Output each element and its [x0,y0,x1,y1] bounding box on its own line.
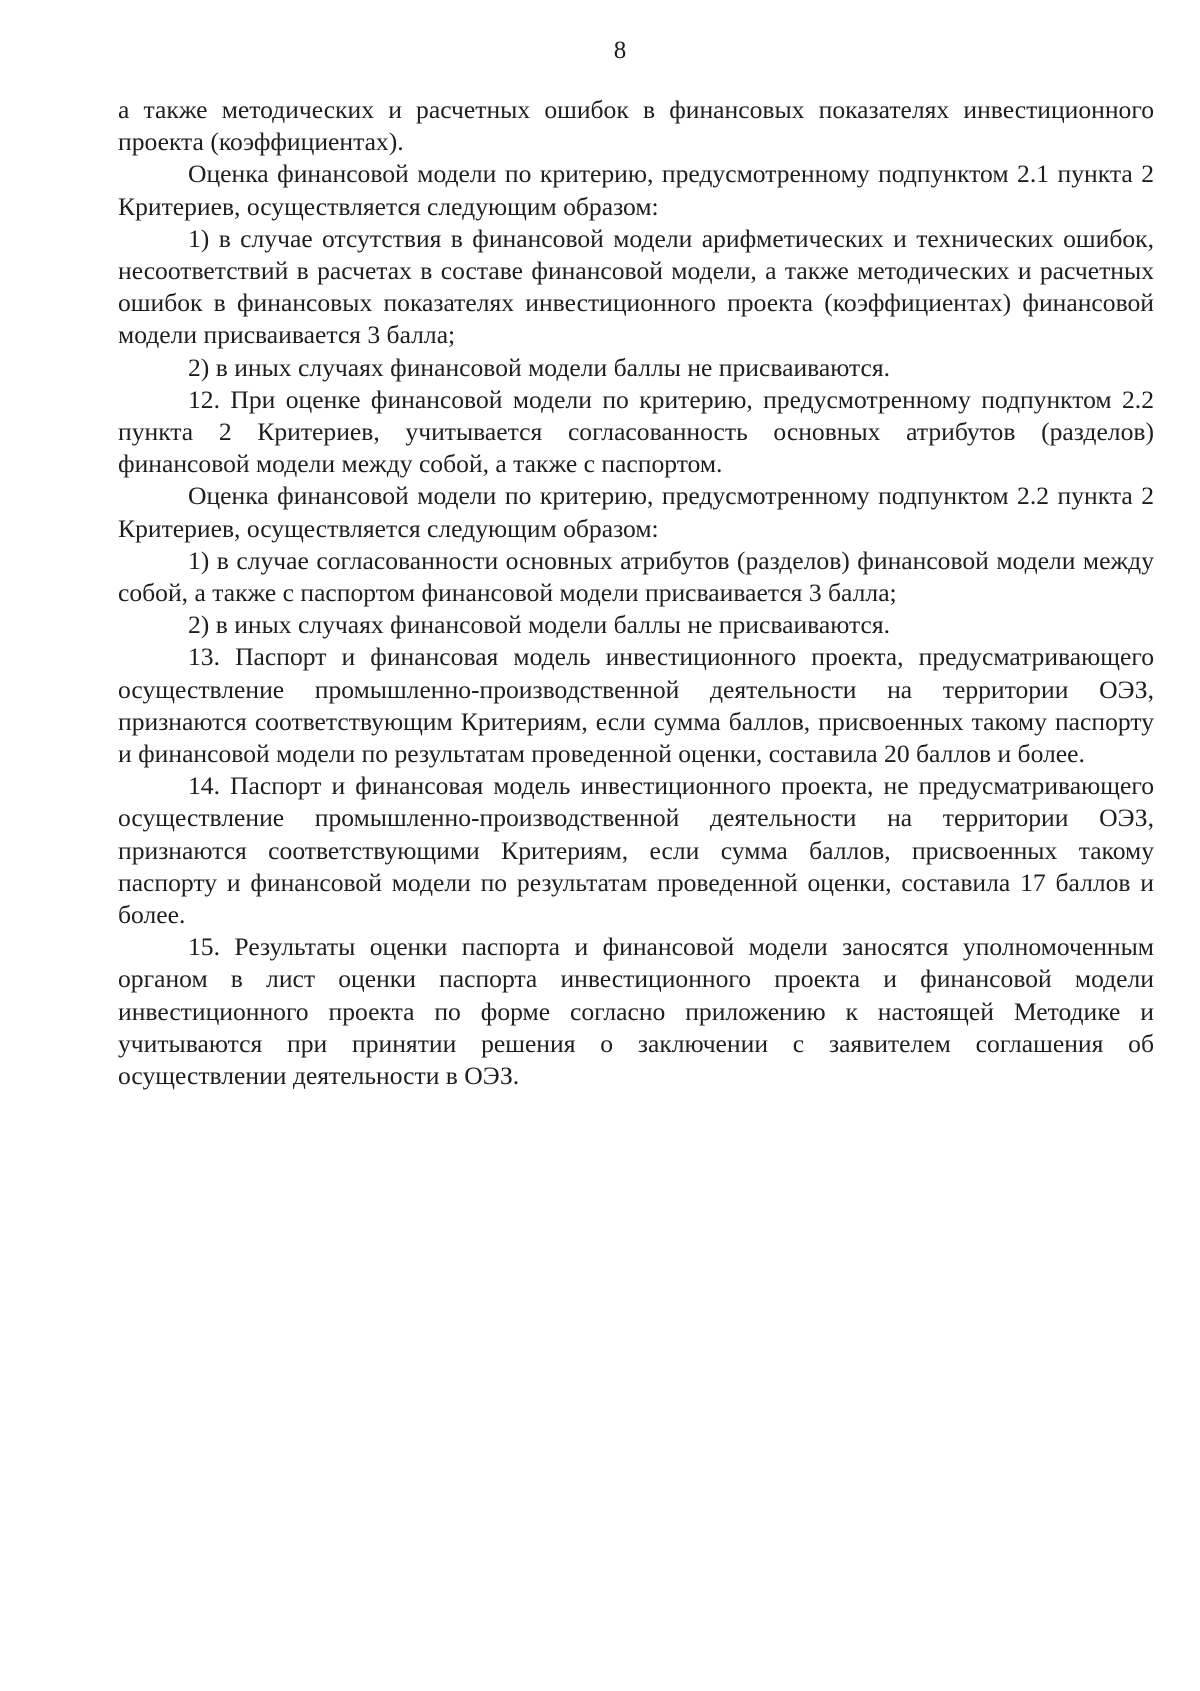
paragraph-clause-13: 13. Паспорт и финансовая модель инвестиционного проекта, предусматривающего осуществление промышленно-производственной деятельности на территории ОЭЗ, признаются соответствующим Критериям, если сумма баллов, присвоенных такому паспорту и финансовой модели по результатам проведенной оценки, составила 20 баллов и более. [118,642,1154,769]
paragraph-clause-12: 12. При оценке финансовой модели по критерию, предусмотренному подпунктом 2.2 пункта 2 Критериев, учитывается согласованность основных атрибутов (разделов) финансовой модели между собой, а также с паспортом. [118,384,1154,479]
paragraph-clause-15: 15. Результаты оценки паспорта и финансовой модели заносятся уполномоченным органом в лист оценки паспорта инвестиционного проекта и финансовой модели инвестиционного проекта по форме согласно приложению к настоящей Методике и учитываются при принятии решения о заключении с заявителем соглашения об осуществлении деятельности в ОЭЗ. [118,932,1154,1091]
paragraph-assessment-2-1-item-1: 1) в случае отсутствия в финансовой модели арифметических и технических ошибок, несоответствий в расчетах в составе финансовой модели, а также методических и расчетных ошибок в финансовых показателях инвестиционного проекта (коэффициентах) финансовой модели присваивается 3 балла; [118,223,1154,350]
document-body [118,94,1154,1092]
paragraph-assessment-2-2-item-1: 1) в случае согласованности основных атрибутов (разделов) финансовой модели между собой, а также с паспортом финансовой модели присваивается 3 балла; [118,545,1154,608]
paragraph-assessment-2-2-intro: Оценка финансовой модели по критерию, предусмотренному подпунктом 2.2 пункта 2 Критериев, осуществляется следующим образом: [118,481,1154,543]
paragraph-assessment-2-1-intro: Оценка финансовой модели по критерию, предусмотренному подпунктом 2.1 пункта 2 Критериев, осуществляется следующим образом: [118,159,1154,221]
paragraph-continuation: а также методических и расчетных ошибок в финансовых показателях инвестиционного проекта (коэффициентах). [118,95,1154,157]
page-number: 8 [613,37,627,64]
paragraph-clause-14: 14. Паспорт и финансовая модель инвестиционного проекта, не предусматривающего осуществление промышленно-производственной деятельности на территории ОЭЗ, признаются соответствующими Критериям, если сумма баллов, присвоенных такому паспорту и финансовой модели по результатам проведенной оценки, составила 17 баллов и более. [118,771,1154,930]
paragraph-assessment-2-1-item-2: 2) в иных случаях финансовой модели баллы не присваиваются. [188,352,891,382]
paragraph-assessment-2-2-item-2: 2) в иных случаях финансовой модели баллы не присваиваются. [188,610,891,640]
